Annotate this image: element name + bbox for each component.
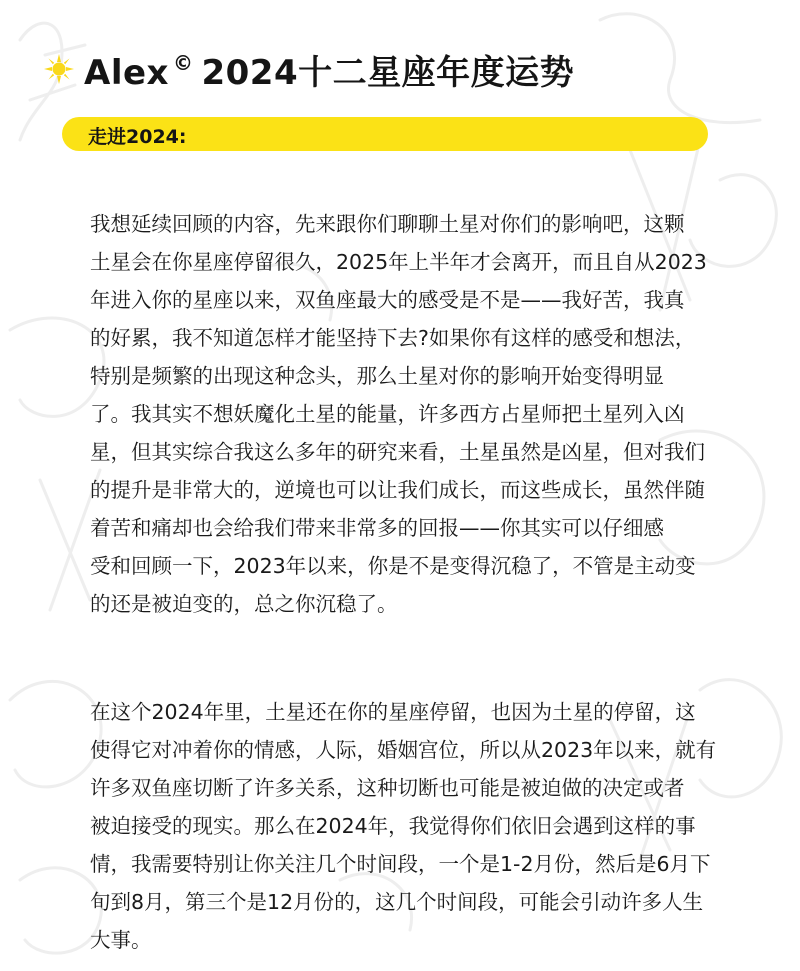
text-line: 了。我其实不想妖魔化土星的能量，许多西方占星师把土星列入凶	[90, 402, 685, 426]
text-line: 星，但其实综合我这么多年的研究来看，土星虽然是凶星，但对我们	[90, 440, 705, 464]
text-line: 情，我需要特别让你关注几个时间段，一个是1-2月份，然后是6月下	[90, 852, 711, 876]
text-line: 我想延续回顾的内容，先来跟你们聊聊土星对你们的影响吧，这颗	[90, 212, 685, 236]
text-line: 的好累，我不知道怎样才能坚持下去?如果你有这样的感受和想法，	[90, 326, 696, 350]
text-line: 的还是被迫变的，总之你沉稳了。	[90, 592, 398, 616]
sun-icon	[44, 54, 74, 84]
page-title	[84, 45, 574, 94]
copyright-mark: ©	[172, 50, 194, 75]
text-line: 特别是频繁的出现这种念头，那么土星对你的影响开始变得明显	[90, 364, 664, 388]
title-text: 2024十二星座年度运势	[201, 52, 575, 93]
text-line: 使得它对冲着你的情感，人际，婚姻宫位，所以从2023年以来，就有	[90, 738, 717, 762]
text-line: 的提升是非常大的，逆境也可以让我们成长，而这些成长，虽然伴随	[90, 478, 705, 502]
paragraph-2	[90, 693, 720, 959]
text-line: 许多双鱼座切断了许多关系，这种切断也可能是被迫做的决定或者	[90, 776, 685, 800]
text-line: 在这个2024年里，土星还在你的星座停留，也因为土星的停留，这	[90, 700, 696, 724]
text-line: 年进入你的星座以来，双鱼座最大的感受是不是——我好苦，我真	[90, 288, 685, 312]
text-line: 大事。	[90, 928, 152, 952]
text-line: 受和回顾一下，2023年以来，你是不是变得沉稳了，不管是主动变	[90, 554, 696, 578]
section-heading: 走进2024:	[88, 126, 187, 148]
text-line: 旬到8月，第三个是12月份的，这几个时间段，可能会引动许多人生	[90, 890, 704, 914]
section-heading-bar	[62, 117, 708, 151]
paragraph-1	[90, 205, 720, 623]
text-line: 土星会在你星座停留很久，2025年上半年才会离开，而且自从2023	[90, 250, 707, 274]
text-line: 着苦和痛却也会给我们带来非常多的回报——你其实可以仔细感	[90, 516, 664, 540]
text-line: 被迫接受的现实。那么在2024年，我觉得你们依旧会遇到这样的事	[90, 814, 696, 838]
brand-name: Alex	[84, 52, 169, 93]
page-header	[44, 44, 574, 94]
